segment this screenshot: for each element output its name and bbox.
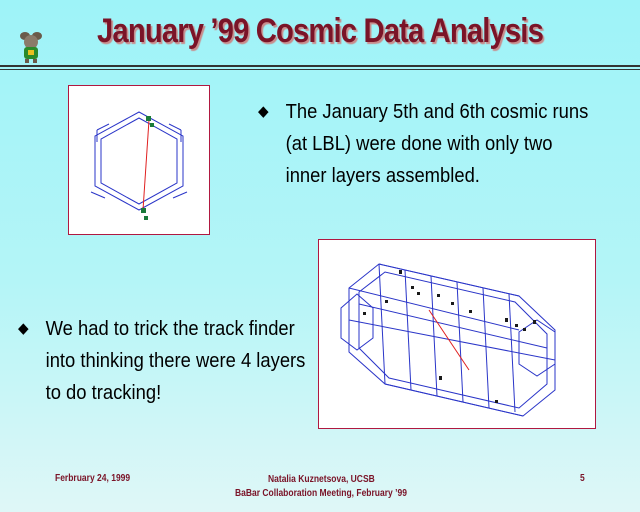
detector-3d-view-figure bbox=[318, 239, 596, 429]
slide-title: January ’99 Cosmic Data Analysis bbox=[97, 12, 543, 50]
detector-end-view-figure bbox=[68, 85, 210, 235]
page-number: 5 bbox=[580, 473, 585, 484]
diamond-bullet-icon: ◆ bbox=[18, 320, 29, 337]
title-divider bbox=[0, 65, 640, 67]
bullet-1-text: The January 5th and 6th cosmic runs (at LBL) were done with only two inner layers assembled. bbox=[285, 101, 589, 187]
babar-logo bbox=[17, 28, 45, 64]
bullet-2-text: We had to trick the track finder into thinking there were 4 layers to do tracking! bbox=[45, 318, 306, 404]
title-divider-thin bbox=[0, 69, 640, 70]
diamond-bullet-icon: ◆ bbox=[258, 103, 269, 120]
footer-date: Ferbruary 24, 1999 bbox=[55, 473, 131, 484]
footer-author: Natalia Kuznetsova, UCSB bbox=[268, 474, 375, 485]
footer-meeting: BaBar Collaboration Meeting, February ’99 bbox=[235, 488, 407, 499]
